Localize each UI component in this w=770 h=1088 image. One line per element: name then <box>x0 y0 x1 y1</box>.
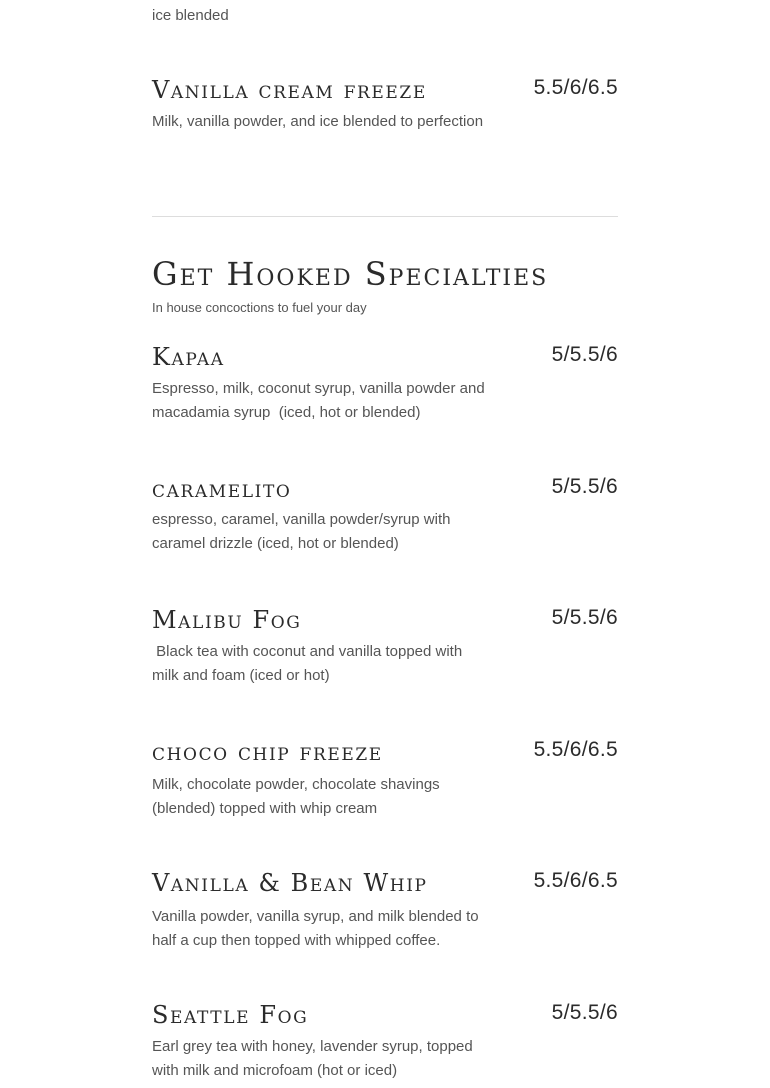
menu-item-name: Seattle Fog <box>152 1001 309 1029</box>
menu-item-description: Milk, vanilla powder, and ice blended to perfection <box>152 113 484 130</box>
menu-item-price: 5/5.5/6 <box>551 475 618 498</box>
menu-item-price: 5/5.5/6 <box>551 606 618 629</box>
menu-page <box>152 0 618 1088</box>
menu-item-name: Malibu Fog <box>152 606 302 634</box>
menu-item-price: 5.5/6/6.5 <box>533 869 618 892</box>
menu-item-description: espresso, caramel, vanilla powder/syrup with caramel drizzle (iced, hot or blended) <box>152 511 455 552</box>
menu-item-name: Kapaa <box>152 343 225 371</box>
menu-item-description: Vanilla powder, vanilla syrup, and milk blended to half a cup then topped with whipped coffee. <box>152 908 483 949</box>
section-subtitle: In house concoctions to fuel your day <box>152 300 367 315</box>
menu-item-name: choco chip freeze <box>152 738 383 766</box>
menu-item-price: 5.5/6/6.5 <box>533 738 618 761</box>
menu-item-name: caramelito <box>152 475 292 503</box>
menu-item-description: Black tea with coconut and vanilla topped with milk and foam (iced or hot) <box>152 643 467 684</box>
menu-item-price: 5/5.5/6 <box>551 1001 618 1024</box>
menu-item-price: 5.5/6/6.5 <box>533 76 618 99</box>
menu-item-price: 5/5.5/6 <box>551 343 618 366</box>
menu-item-name: Vanilla & Bean Whip <box>152 869 428 897</box>
section-divider <box>152 216 618 217</box>
menu-item-description: Milk, chocolate powder, chocolate shavings (blended) topped with whip cream <box>152 776 444 817</box>
menu-item-name: Vanilla cream freeze <box>152 76 427 104</box>
menu-item-description: Earl grey tea with honey, lavender syrup, topped with milk and microfoam (hot or iced) <box>152 1038 477 1079</box>
previous-item-description: ice blended <box>152 7 229 24</box>
section-title: Get Hooked Specialties <box>152 255 549 293</box>
menu-item-description: Espresso, milk, coconut syrup, vanilla powder and macadamia syrup (iced, hot or blended) <box>152 380 489 421</box>
